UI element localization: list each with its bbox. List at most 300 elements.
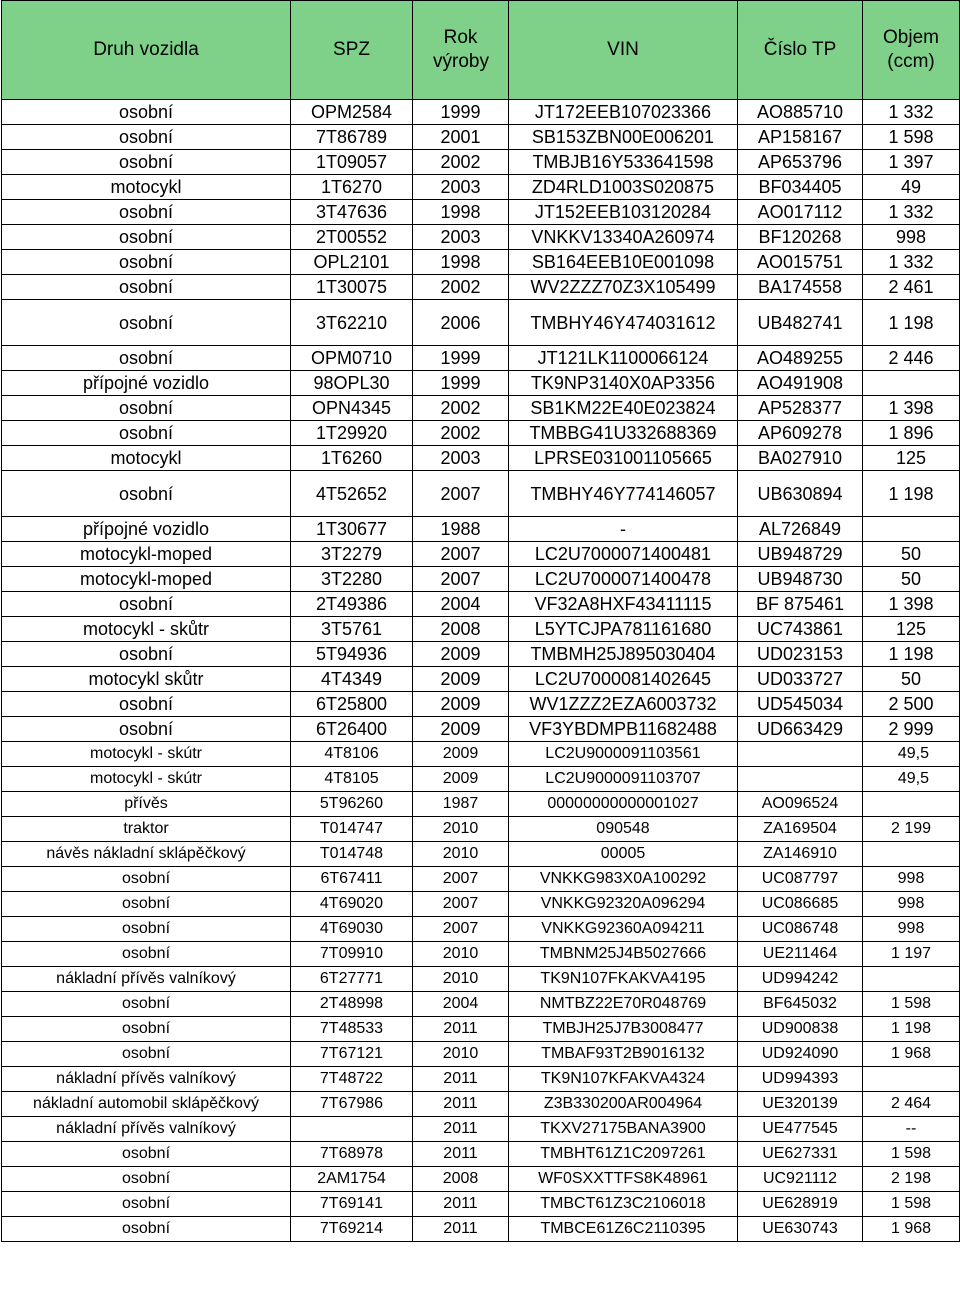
cell-cislo-tp: UE320139 — [738, 1092, 863, 1117]
table-row — [2, 250, 960, 275]
table-row — [2, 842, 960, 867]
cell-vin: TMBMH25J895030404 — [509, 642, 738, 667]
header-spz: SPZ — [291, 1, 413, 100]
cell-spz: 6T27771 — [291, 967, 413, 992]
cell-objem: 2 446 — [863, 346, 960, 371]
cell-objem: 49,5 — [863, 767, 960, 792]
cell-objem: 2 198 — [863, 1167, 960, 1192]
cell-objem — [863, 842, 960, 867]
cell-vin: TMBBG41U332688369 — [509, 421, 738, 446]
cell-objem: 1 397 — [863, 150, 960, 175]
cell-objem: 125 — [863, 617, 960, 642]
table-row — [2, 1017, 960, 1042]
cell-objem: 2 464 — [863, 1092, 960, 1117]
cell-spz: 4T69030 — [291, 917, 413, 942]
cell-vin: VF32A8HXF43411115 — [509, 592, 738, 617]
table-row — [2, 642, 960, 667]
cell-cislo-tp: ZA169504 — [738, 817, 863, 842]
cell-spz: OPL2101 — [291, 250, 413, 275]
cell-objem: 1 398 — [863, 396, 960, 421]
table-row — [2, 175, 960, 200]
cell-druh: osobní — [2, 1042, 291, 1067]
cell-vin: VNKKG92320A096294 — [509, 892, 738, 917]
cell-druh: osobní — [2, 942, 291, 967]
cell-druh: nákladní přívěs valníkový — [2, 967, 291, 992]
cell-druh: osobní — [2, 100, 291, 125]
cell-rok: 2003 — [413, 175, 509, 200]
table-row — [2, 150, 960, 175]
cell-rok: 2011 — [413, 1017, 509, 1042]
cell-vin: Z3B330200AR004964 — [509, 1092, 738, 1117]
cell-rok: 2002 — [413, 150, 509, 175]
cell-cislo-tp: UE211464 — [738, 942, 863, 967]
cell-vin: LC2U9000091103707 — [509, 767, 738, 792]
cell-druh: motocykl — [2, 446, 291, 471]
cell-objem: 2 500 — [863, 692, 960, 717]
cell-vin: TK9N107KFAKVA4324 — [509, 1067, 738, 1092]
cell-cislo-tp: AP158167 — [738, 125, 863, 150]
cell-cislo-tp: AL726849 — [738, 517, 863, 542]
cell-vin: WF0SXXTTFS8K48961 — [509, 1167, 738, 1192]
cell-cislo-tp: UE630743 — [738, 1217, 863, 1242]
cell-druh: osobní — [2, 992, 291, 1017]
cell-vin: SB1KM22E40E023824 — [509, 396, 738, 421]
table-row — [2, 125, 960, 150]
cell-rok: 2006 — [413, 300, 509, 346]
cell-vin: 00000000000001027 — [509, 792, 738, 817]
cell-objem: 1 968 — [863, 1042, 960, 1067]
cell-spz: 3T2279 — [291, 542, 413, 567]
cell-spz: 3T5761 — [291, 617, 413, 642]
table-row — [2, 892, 960, 917]
cell-objem: -- — [863, 1117, 960, 1142]
cell-spz: 1T6270 — [291, 175, 413, 200]
cell-spz: 1T09057 — [291, 150, 413, 175]
table-row — [2, 692, 960, 717]
cell-spz: T014748 — [291, 842, 413, 867]
cell-spz: 6T25800 — [291, 692, 413, 717]
cell-rok: 2007 — [413, 917, 509, 942]
cell-objem: 998 — [863, 225, 960, 250]
table-row — [2, 1067, 960, 1092]
cell-spz: OPM2584 — [291, 100, 413, 125]
cell-objem: 1 332 — [863, 100, 960, 125]
cell-vin: VNKKG983X0A100292 — [509, 867, 738, 892]
cell-cislo-tp: UD994242 — [738, 967, 863, 992]
cell-objem: 1 598 — [863, 125, 960, 150]
cell-rok: 2009 — [413, 742, 509, 767]
table-row — [2, 617, 960, 642]
cell-druh: přípojné vozidlo — [2, 371, 291, 396]
cell-vin: LC2U7000071400481 — [509, 542, 738, 567]
table-row — [2, 300, 960, 346]
cell-druh: motocykl - skútr — [2, 742, 291, 767]
cell-vin: JT172EEB107023366 — [509, 100, 738, 125]
table-row — [2, 275, 960, 300]
cell-cislo-tp: UD023153 — [738, 642, 863, 667]
cell-vin: TMBHY46Y474031612 — [509, 300, 738, 346]
cell-rok: 2001 — [413, 125, 509, 150]
cell-objem: 2 461 — [863, 275, 960, 300]
cell-spz: 6T26400 — [291, 717, 413, 742]
cell-druh: osobní — [2, 200, 291, 225]
table-row — [2, 542, 960, 567]
table-row — [2, 967, 960, 992]
header-rok-vyroby: Rok výroby — [413, 1, 509, 100]
cell-druh: osobní — [2, 300, 291, 346]
cell-cislo-tp: UB948730 — [738, 567, 863, 592]
cell-spz: 5T96260 — [291, 792, 413, 817]
cell-spz: T014747 — [291, 817, 413, 842]
table-row — [2, 992, 960, 1017]
cell-rok: 1998 — [413, 250, 509, 275]
cell-cislo-tp: AO885710 — [738, 100, 863, 125]
table-row — [2, 346, 960, 371]
cell-objem: 1 598 — [863, 1192, 960, 1217]
cell-vin: VNKKG92360A094211 — [509, 917, 738, 942]
cell-spz: 2AM1754 — [291, 1167, 413, 1192]
header-vin: VIN — [509, 1, 738, 100]
table-row — [2, 100, 960, 125]
cell-druh: osobní — [2, 717, 291, 742]
cell-rok: 2007 — [413, 542, 509, 567]
cell-cislo-tp: UC743861 — [738, 617, 863, 642]
cell-objem: 1 598 — [863, 1142, 960, 1167]
cell-spz: 4T69020 — [291, 892, 413, 917]
cell-cislo-tp — [738, 742, 863, 767]
cell-vin: 090548 — [509, 817, 738, 842]
cell-cislo-tp: UC921112 — [738, 1167, 863, 1192]
cell-vin: NMTBZ22E70R048769 — [509, 992, 738, 1017]
vehicle-table — [1, 0, 960, 1242]
cell-spz: 5T94936 — [291, 642, 413, 667]
cell-objem: 998 — [863, 892, 960, 917]
table-row — [2, 742, 960, 767]
cell-rok: 1999 — [413, 371, 509, 396]
cell-objem: 998 — [863, 917, 960, 942]
cell-druh: osobní — [2, 1217, 291, 1242]
cell-druh: osobní — [2, 471, 291, 517]
cell-spz: OPM0710 — [291, 346, 413, 371]
cell-rok: 2011 — [413, 1117, 509, 1142]
table-row — [2, 471, 960, 517]
cell-rok: 2011 — [413, 1092, 509, 1117]
cell-objem — [863, 517, 960, 542]
cell-cislo-tp: UD033727 — [738, 667, 863, 692]
cell-objem: 1 332 — [863, 200, 960, 225]
cell-cislo-tp: BF 875461 — [738, 592, 863, 617]
cell-cislo-tp: AP528377 — [738, 396, 863, 421]
table-row — [2, 1142, 960, 1167]
cell-spz: 7T67121 — [291, 1042, 413, 1067]
cell-cislo-tp: AO015751 — [738, 250, 863, 275]
cell-cislo-tp: AP653796 — [738, 150, 863, 175]
cell-spz: 7T09910 — [291, 942, 413, 967]
table-row — [2, 1117, 960, 1142]
table-row — [2, 396, 960, 421]
header-objem: Objem (ccm) — [863, 1, 960, 100]
cell-druh: osobní — [2, 1017, 291, 1042]
cell-cislo-tp: UD924090 — [738, 1042, 863, 1067]
cell-rok: 2010 — [413, 1042, 509, 1067]
cell-druh: osobní — [2, 250, 291, 275]
table-row — [2, 225, 960, 250]
cell-objem — [863, 371, 960, 396]
cell-cislo-tp: UD994393 — [738, 1067, 863, 1092]
cell-rok: 1999 — [413, 346, 509, 371]
table-row — [2, 1217, 960, 1242]
cell-druh: osobní — [2, 867, 291, 892]
cell-objem — [863, 1067, 960, 1092]
cell-rok: 2009 — [413, 767, 509, 792]
cell-objem — [863, 967, 960, 992]
cell-objem: 50 — [863, 667, 960, 692]
cell-vin: WV2ZZZ70Z3X105499 — [509, 275, 738, 300]
cell-druh: osobní — [2, 346, 291, 371]
cell-druh: nákladní přívěs valníkový — [2, 1117, 291, 1142]
cell-spz: 7T86789 — [291, 125, 413, 150]
cell-vin: SB153ZBN00E006201 — [509, 125, 738, 150]
cell-vin: TMBJB16Y533641598 — [509, 150, 738, 175]
cell-cislo-tp: UD545034 — [738, 692, 863, 717]
cell-vin: ZD4RLD1003S020875 — [509, 175, 738, 200]
cell-rok: 1998 — [413, 200, 509, 225]
cell-druh: osobní — [2, 1192, 291, 1217]
cell-cislo-tp: BF034405 — [738, 175, 863, 200]
cell-spz: 6T67411 — [291, 867, 413, 892]
table-row — [2, 1042, 960, 1067]
cell-objem: 2 199 — [863, 817, 960, 842]
cell-spz — [291, 1117, 413, 1142]
cell-spz: 2T00552 — [291, 225, 413, 250]
cell-cislo-tp: AO017112 — [738, 200, 863, 225]
cell-spz: 7T69141 — [291, 1192, 413, 1217]
cell-spz: OPN4345 — [291, 396, 413, 421]
cell-vin: TMBCE61Z6C2110395 — [509, 1217, 738, 1242]
cell-cislo-tp: AO491908 — [738, 371, 863, 396]
cell-spz: 98OPL30 — [291, 371, 413, 396]
table-row — [2, 567, 960, 592]
cell-rok: 2009 — [413, 717, 509, 742]
cell-druh: motocykl - skútr — [2, 767, 291, 792]
cell-objem: 1 197 — [863, 942, 960, 967]
cell-rok: 1999 — [413, 100, 509, 125]
cell-cislo-tp: UC086685 — [738, 892, 863, 917]
cell-vin: JT121LK1100066124 — [509, 346, 738, 371]
table-row — [2, 792, 960, 817]
table-row — [2, 717, 960, 742]
cell-objem: 1 968 — [863, 1217, 960, 1242]
cell-rok: 1988 — [413, 517, 509, 542]
cell-objem: 1 398 — [863, 592, 960, 617]
cell-cislo-tp: UC086748 — [738, 917, 863, 942]
cell-cislo-tp: UE477545 — [738, 1117, 863, 1142]
cell-rok: 2004 — [413, 592, 509, 617]
table-row — [2, 942, 960, 967]
cell-rok: 2009 — [413, 642, 509, 667]
cell-rok: 1987 — [413, 792, 509, 817]
cell-druh: motocykl — [2, 175, 291, 200]
cell-spz: 2T48998 — [291, 992, 413, 1017]
cell-vin: L5YTCJPA781161680 — [509, 617, 738, 642]
cell-druh: osobní — [2, 592, 291, 617]
cell-spz: 2T49386 — [291, 592, 413, 617]
cell-vin: JT152EEB103120284 — [509, 200, 738, 225]
cell-vin: TK9N107FKAKVA4195 — [509, 967, 738, 992]
cell-vin: LPRSE031001105665 — [509, 446, 738, 471]
table-row — [2, 1167, 960, 1192]
cell-druh: osobní — [2, 275, 291, 300]
cell-vin: LC2U7000081402645 — [509, 667, 738, 692]
cell-rok: 2010 — [413, 967, 509, 992]
cell-objem: 1 198 — [863, 300, 960, 346]
cell-objem: 50 — [863, 542, 960, 567]
cell-druh: osobní — [2, 1142, 291, 1167]
cell-cislo-tp: UB630894 — [738, 471, 863, 517]
cell-rok: 2008 — [413, 617, 509, 642]
cell-spz: 1T30075 — [291, 275, 413, 300]
cell-cislo-tp: UE627331 — [738, 1142, 863, 1167]
table-row — [2, 517, 960, 542]
cell-druh: osobní — [2, 642, 291, 667]
cell-rok: 2009 — [413, 667, 509, 692]
cell-vin: SB164EEB10E001098 — [509, 250, 738, 275]
cell-rok: 2011 — [413, 1217, 509, 1242]
table-row — [2, 667, 960, 692]
cell-cislo-tp: BF645032 — [738, 992, 863, 1017]
cell-druh: nákladní přívěs valníkový — [2, 1067, 291, 1092]
cell-spz: 1T6260 — [291, 446, 413, 471]
cell-spz: 1T30677 — [291, 517, 413, 542]
cell-spz: 3T47636 — [291, 200, 413, 225]
cell-spz: 7T67986 — [291, 1092, 413, 1117]
cell-druh: osobní — [2, 225, 291, 250]
cell-cislo-tp: AP609278 — [738, 421, 863, 446]
table-row — [2, 1192, 960, 1217]
cell-druh: traktor — [2, 817, 291, 842]
cell-druh: motocykl-moped — [2, 567, 291, 592]
cell-spz: 3T62210 — [291, 300, 413, 346]
cell-cislo-tp: UC087797 — [738, 867, 863, 892]
table-row — [2, 592, 960, 617]
cell-objem — [863, 792, 960, 817]
cell-druh: nákladní automobil sklápěčkový — [2, 1092, 291, 1117]
cell-spz: 7T48722 — [291, 1067, 413, 1092]
cell-spz: 7T69214 — [291, 1217, 413, 1242]
cell-vin: VF3YBDMPB11682488 — [509, 717, 738, 742]
cell-cislo-tp: UB948729 — [738, 542, 863, 567]
cell-vin: 00005 — [509, 842, 738, 867]
cell-druh: přívěs — [2, 792, 291, 817]
table-row — [2, 371, 960, 396]
cell-rok: 2008 — [413, 1167, 509, 1192]
cell-druh: osobní — [2, 917, 291, 942]
cell-vin: LC2U9000091103561 — [509, 742, 738, 767]
cell-spz: 4T52652 — [291, 471, 413, 517]
table-row — [2, 446, 960, 471]
cell-cislo-tp: UD900838 — [738, 1017, 863, 1042]
cell-cislo-tp: BF120268 — [738, 225, 863, 250]
cell-rok: 2011 — [413, 1067, 509, 1092]
cell-vin: TMBHT61Z1C2097261 — [509, 1142, 738, 1167]
cell-spz: 4T8106 — [291, 742, 413, 767]
table-row — [2, 867, 960, 892]
cell-spz: 4T8105 — [291, 767, 413, 792]
cell-cislo-tp: UE628919 — [738, 1192, 863, 1217]
cell-objem: 1 198 — [863, 642, 960, 667]
cell-spz: 7T68978 — [291, 1142, 413, 1167]
cell-cislo-tp: BA174558 — [738, 275, 863, 300]
table-row — [2, 817, 960, 842]
cell-vin: VNKKV13340A260974 — [509, 225, 738, 250]
cell-objem: 1 896 — [863, 421, 960, 446]
cell-druh: osobní — [2, 396, 291, 421]
cell-druh: přípojné vozidlo — [2, 517, 291, 542]
cell-druh: motocykl-moped — [2, 542, 291, 567]
cell-vin: - — [509, 517, 738, 542]
cell-objem: 1 198 — [863, 471, 960, 517]
cell-rok: 2010 — [413, 842, 509, 867]
cell-vin: TMBNM25J4B5027666 — [509, 942, 738, 967]
cell-cislo-tp: ZA146910 — [738, 842, 863, 867]
cell-vin: LC2U7000071400478 — [509, 567, 738, 592]
cell-cislo-tp: BA027910 — [738, 446, 863, 471]
cell-objem: 49 — [863, 175, 960, 200]
cell-rok: 2007 — [413, 867, 509, 892]
cell-spz: 3T2280 — [291, 567, 413, 592]
cell-druh: návěs nákladní sklápěčkový — [2, 842, 291, 867]
cell-druh: osobní — [2, 150, 291, 175]
cell-objem: 1 598 — [863, 992, 960, 1017]
cell-druh: motocykl - skůtr — [2, 617, 291, 642]
cell-cislo-tp: AO489255 — [738, 346, 863, 371]
cell-spz: 7T48533 — [291, 1017, 413, 1042]
cell-cislo-tp — [738, 767, 863, 792]
cell-rok: 2002 — [413, 421, 509, 446]
table-row — [2, 1092, 960, 1117]
cell-druh: osobní — [2, 421, 291, 446]
cell-objem: 50 — [863, 567, 960, 592]
cell-vin: WV1ZZZ2EZA6003732 — [509, 692, 738, 717]
cell-druh: osobní — [2, 892, 291, 917]
cell-rok: 2003 — [413, 446, 509, 471]
cell-rok: 2009 — [413, 692, 509, 717]
cell-vin: TMBJH25J7B3008477 — [509, 1017, 738, 1042]
cell-cislo-tp: UB482741 — [738, 300, 863, 346]
cell-rok: 2002 — [413, 396, 509, 421]
cell-rok: 2011 — [413, 1142, 509, 1167]
cell-rok: 2003 — [413, 225, 509, 250]
cell-objem: 1 332 — [863, 250, 960, 275]
cell-rok: 2007 — [413, 892, 509, 917]
table-row — [2, 767, 960, 792]
header-druh-vozidla: Druh vozidla — [2, 1, 291, 100]
cell-objem: 125 — [863, 446, 960, 471]
cell-druh: osobní — [2, 125, 291, 150]
table-row — [2, 917, 960, 942]
header-cislo-tp: Číslo TP — [738, 1, 863, 100]
cell-rok: 2010 — [413, 817, 509, 842]
cell-rok: 2007 — [413, 471, 509, 517]
cell-vin: TK9NP3140X0AP3356 — [509, 371, 738, 396]
cell-druh: osobní — [2, 1167, 291, 1192]
cell-objem: 2 999 — [863, 717, 960, 742]
cell-vin: TMBCT61Z3C2106018 — [509, 1192, 738, 1217]
cell-rok: 2010 — [413, 942, 509, 967]
table-row — [2, 200, 960, 225]
cell-objem: 49,5 — [863, 742, 960, 767]
cell-spz: 4T4349 — [291, 667, 413, 692]
